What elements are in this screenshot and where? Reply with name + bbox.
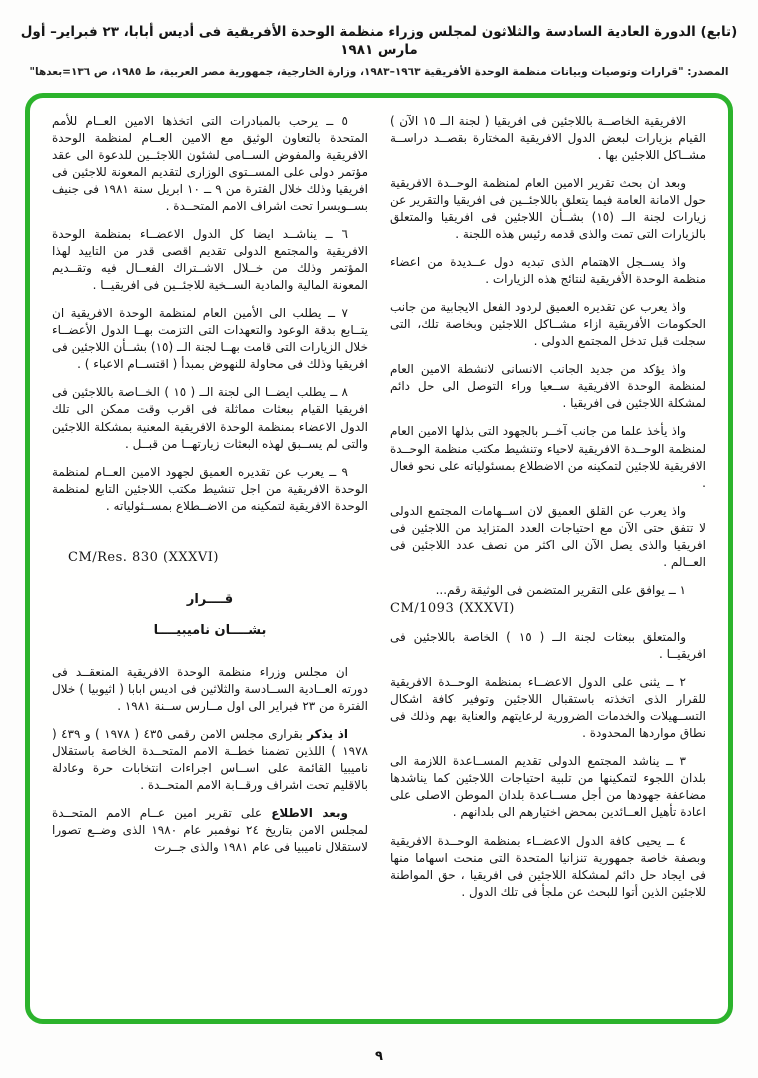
paragraph: ٤ ــ يحيى كافة الدول الاعضــاء بمنظمة الوحــدة الافريقية وبصفة خاصة جمهورية تنزانيا المتحدة التى منحت اسهاما منها فى ايجاد حل دائم لمشكلة اللاجئين فى افريقيا ، حق المواطنة للاجئين الذين أتوا للبحث عن ملجأ فى تلك الدول . — [390, 833, 706, 899]
paragraph: ان مجلس وزراء منظمة الوحدة الافريقية المنعقــد فى دورته العــادية الســادسة والثلاثين فى اديس ابابا ( اثيوبيا ) خلال الفترة من ٢٣ فبراير الى اول مــارس ســنة ١٩٨١ . — [52, 665, 368, 714]
header-session-title: (تابع) الدورة العادية السادسة والثلاثون لمجلس وزراء منظمة الوحدة الأفريقية فى أديس أبابا، ٢٣ فبراير– أول مارس ١٩٨١ — [20, 24, 738, 58]
paragraph: ٨ ــ يطلب ايضــا الى لجنة الــ ( ١٥ ) الخــاصة باللاجئين فى افريقيا القيام ببعثات مماثلة فى اقرب وقت ممكن الى تلك الدول الاعضاء بمنظمة الوحدة الافريقية المعنية بمشكلة اللاجئين والتى لم يســبق لهذه البعثات زيارتهــا من قبــل . — [52, 385, 368, 451]
right-column — [390, 113, 706, 1013]
page-number: ٩ — [375, 1049, 383, 1064]
paragraph: واذ يســجل الاهتمام الذى تبديه دول عــديدة من اعضاء منظمة الوحدة الأفريقية لنتائج هذه الزيارات . — [390, 255, 706, 287]
paragraph: واذ يعرب عن القلق العميق لان اســهامات المجتمع الدولى لا تتفق حتى الآن مع احتياجات العدد المتزايد من اللاجئين فى افريقيا والذى يصل الآن الى اكثر من نصف عدد اللاجئين فى العــالم . — [390, 503, 706, 569]
paragraph: واذ يؤكد من جديد الجانب الانسانى لانشطة الامين العام لمنظمة الوحدة الافريقية ســعيا وراء التوصل الى حل دائم لمشكلة اللاجئين فى افريقيا . — [390, 362, 706, 411]
document-header — [0, 0, 758, 78]
paragraph — [52, 805, 368, 856]
header-source-line: المصدر: "قرارات وتوصيات وبيانات منظمة الوحدة الأفريقية ١٩٦٣–١٩٨٣، وزارة الخارجية، جمهورية مصر العربية، ط ١٩٨٥، ص ١٣٦=بعدها" — [29, 66, 729, 79]
paragraph: واذ يأخذ علما من جانب آخــر بالجهود التى بذلها الامين العام لمنظمة الوحــدة الافريقية لاحياء وتنشيط مكتب منظمة الوحــدة الافريقية للاجئين لتمكينه من الاضطلاع بمسئولياته على نحو فعال . — [390, 424, 706, 490]
paragraph: واذ يعرب عن تقديره العميق لردود الفعل الايجابية من جانب الحكومات الأفريقية ازاء مشــاكل اللاجئين وبخاصة تلك، التى سجلت قبل تدخل المجتمع الدولى . — [390, 300, 706, 349]
document-reference-cm1093: CM/1093 (XXXVI) — [390, 600, 515, 616]
paragraph: ٦ ــ يناشــد ايضا كل الدول الاعضــاء بمنظمة الوحدة الافريقية والمجتمع الدولى تقديم اقصى قدر من التاييد لهذا المؤتمر وذلك من خــلال الاشــتراك الفعــال فيه وتقــديم المعونة المالية والمادية الســخية للاجئــين فى افريقيــا . — [52, 227, 368, 293]
resolution-reference-cmres830: CM/Res. 830 (XXXVI) — [68, 549, 219, 565]
paragraph-text: بقرارى مجلس الامن رقمى ٤٣٥ ( ١٩٧٨ ) و ٤٣٩ ( ١٩٧٨ ) اللذين تضمنا خطــة الامم المتحــدة الخاصة باستقلال ناميبيا القائمة على اســاس اجراءات انتخابات حرة وعادلة بالاقليم تحت اشراف ورقــابة الامم المتحــدة . — [52, 727, 368, 793]
paragraph-lead: اذ يذكر — [307, 727, 349, 742]
paragraph: الافريقية الخاصــة باللاجئين فى افريقيا ( لجنة الــ ١٥ الآن ) القيام بزيارات لبعض الدول الافريقية المختارة بقصــد دراســة مشــاكل اللاجئين بها . — [390, 114, 706, 163]
paragraph: ٥ ــ يرحب بالمبادرات التى اتخذها الامين العــام للأمم المتحدة بالتعاون الوثيق مع الامين العــام لمنظمة الوحدة الافريقية والمفوض الســامى لشئون اللاجئــين للدعوة الى عقد مؤتمر دولى على المســتوى الوزارى لتقديم المعونة للاجئين فى افريقيا وذلك خلال الفترة من ٩ ــ ١٠ ابريل سنة ١٩٨١ فى جنيف بســويسرا تحت اشراف الامم المتحــدة . — [52, 114, 369, 214]
resolution-subject-namibia: بشــــان ناميبيــــا — [153, 622, 267, 638]
left-column — [52, 113, 368, 1013]
paragraph-text: على تقرير امين عــام الامم المتحــدة لمجلس الامن بتاريخ ٢٤ نوفمبر عام ١٩٨٠ الذى وضــع تصورا لاستقلال ناميبيا فى عام ١٩٨١ والذى جــرت — [52, 806, 368, 855]
resolution-title: قــــرار — [186, 592, 234, 608]
content-frame — [25, 93, 733, 1024]
paragraph: ٢ ــ يثنى على الدول الاعضــاء بمنظمة الوحــدة الافريقية للقرار الذى اتخذته باستقبال اللاجئين وتوفير كافة اشكال التســهيلات والخدمات الضرورية لرعايتهم والعناية بهم وذلك فى نطاق مواردها المحدودة . — [390, 675, 706, 741]
paragraph-lead: وبعد الاطلاع — [271, 806, 349, 821]
paragraph — [52, 726, 368, 794]
paragraph: ٣ ــ يناشد المجتمع الدولى تقديم المســاعدة اللازمة الى بلدان اللجوء لتمكينها من تلبية احتياجات اللاجئين كما يناشدها مضاعفة جهودها من أجل مســاعدة بلدان الموطن الاصلى على اعادة تأهيل العــائدين بمحض اختيارهم الى بلدانهم . — [390, 754, 706, 820]
paragraph: ٩ ــ يعرب عن تقديره العميق لجهود الامين العــام لمنظمة الوحدة الافريقية من اجل تنشيط مكتب اللاجئين التابع لمنظمة الوحدة الافريقية لتمكينه من الاضــطلاع بمســئولياته . — [52, 464, 368, 513]
paragraph: والمتعلق ببعثات لجنة الــ ( ١٥ ) الخاصة باللاجئين فى افريقيــا . — [390, 630, 706, 662]
paragraph: ٧ ــ يطلب الى الأمين العام لمنظمة الوحدة الافريقية ان يتــابع بدقة الوعود والتعهدات التى التزمت بهــا الدول الأعضــاء خلال الزيارات التى قامت بهــا لجنة الــ (١٥) بشــأن اللاجئين فى افريقيا وذلك فى محاولة للنهوض بمبدأ ( اقتســام الاعباء ) . — [52, 306, 368, 372]
paragraph: ١ ــ يوافق على التقرير المتضمن فى الوثيقة رقم... — [435, 582, 686, 597]
paragraph: وبعد ان بحث تقرير الامين العام لمنظمة الوحــدة الافريقية حول الامانة العامة فيما يتعلق باللاجئــين فى افريقيا والتقرير عن زيارات لجنة الــ (١٥) بشــأن اللاجئين فى افريقيا والمتعلق بالزيارات التى تمت والذى قدمه رئيس هذه اللجنة . — [390, 176, 706, 242]
